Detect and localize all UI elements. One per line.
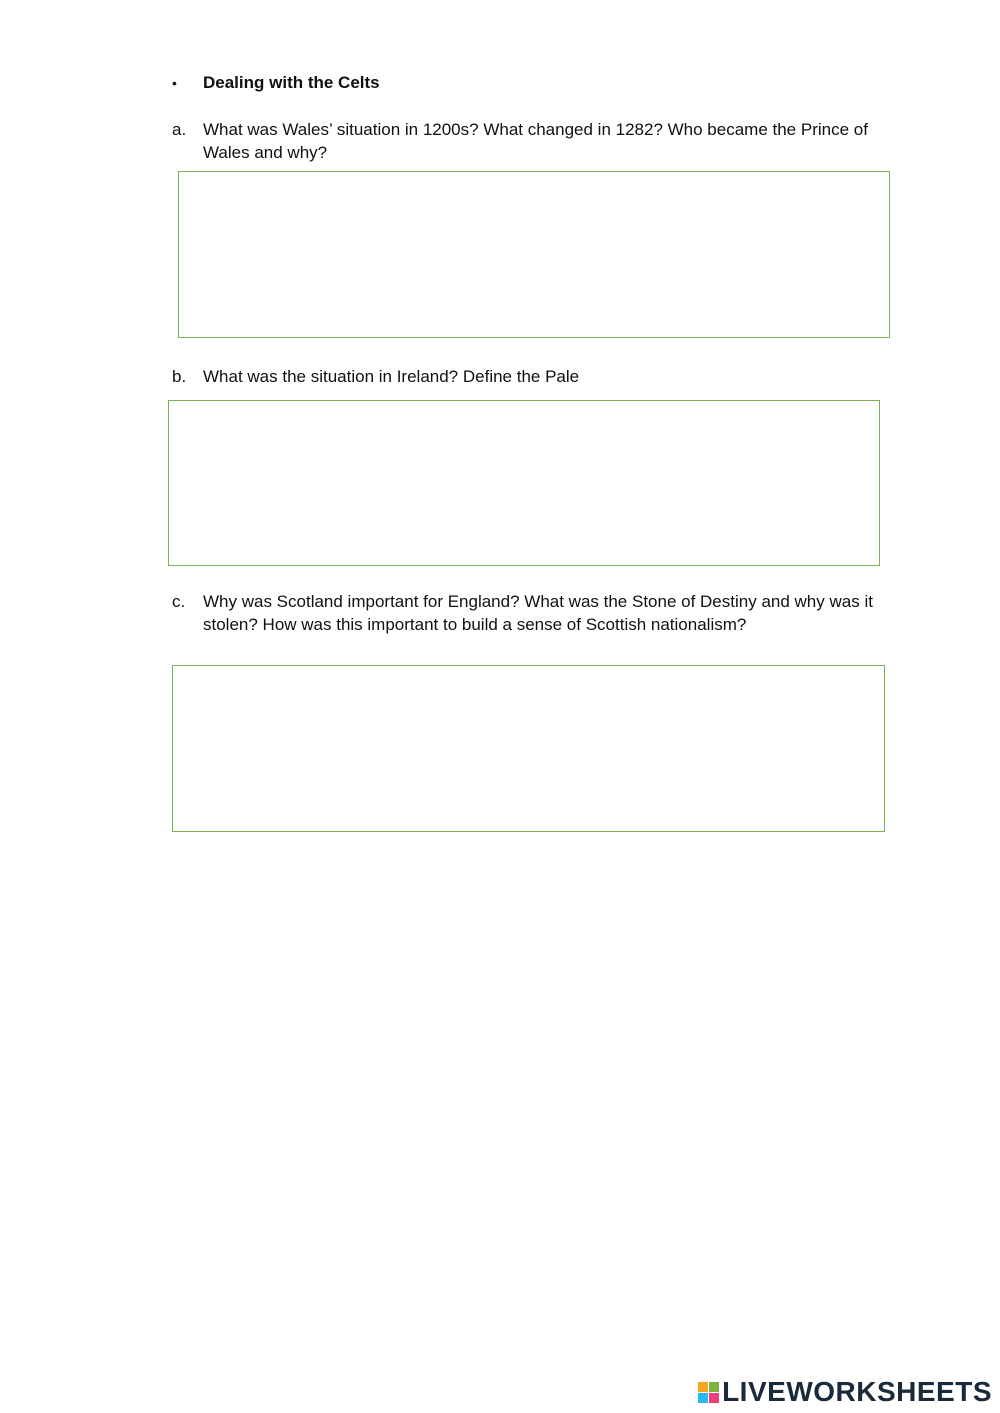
question-text: What was Wales’ situation in 1200s? What changed in 1282? Who became the Prince of Wales and why?	[203, 120, 868, 162]
section-heading	[172, 73, 380, 93]
bullet-icon: •	[172, 75, 177, 91]
question-a	[172, 118, 912, 164]
logo-cell	[709, 1393, 719, 1403]
answer-box-c[interactable]	[172, 665, 885, 832]
logo-grid-icon	[698, 1382, 719, 1403]
question-letter: c.	[172, 592, 186, 611]
logo-cell	[709, 1382, 719, 1392]
answer-box-b[interactable]	[168, 400, 880, 566]
question-c	[172, 590, 892, 636]
question-text: Why was Scotland important for England? What was the Stone of Destiny and why was it stolen? How was this important to build a sense of Scottish nationalism?	[203, 592, 873, 634]
logo-cell	[698, 1393, 708, 1403]
question-text: What was the situation in Ireland? Define the Pale	[203, 367, 580, 386]
answer-box-a[interactable]	[178, 171, 890, 338]
question-b	[172, 365, 912, 388]
logo-cell	[698, 1382, 708, 1392]
brand-name: LIVEWORKSHEETS	[722, 1376, 992, 1407]
question-letter: a.	[172, 120, 187, 139]
liveworksheets-logo	[698, 1377, 992, 1407]
section-title: Dealing with the Celts	[203, 73, 380, 92]
question-letter: b.	[172, 367, 187, 386]
